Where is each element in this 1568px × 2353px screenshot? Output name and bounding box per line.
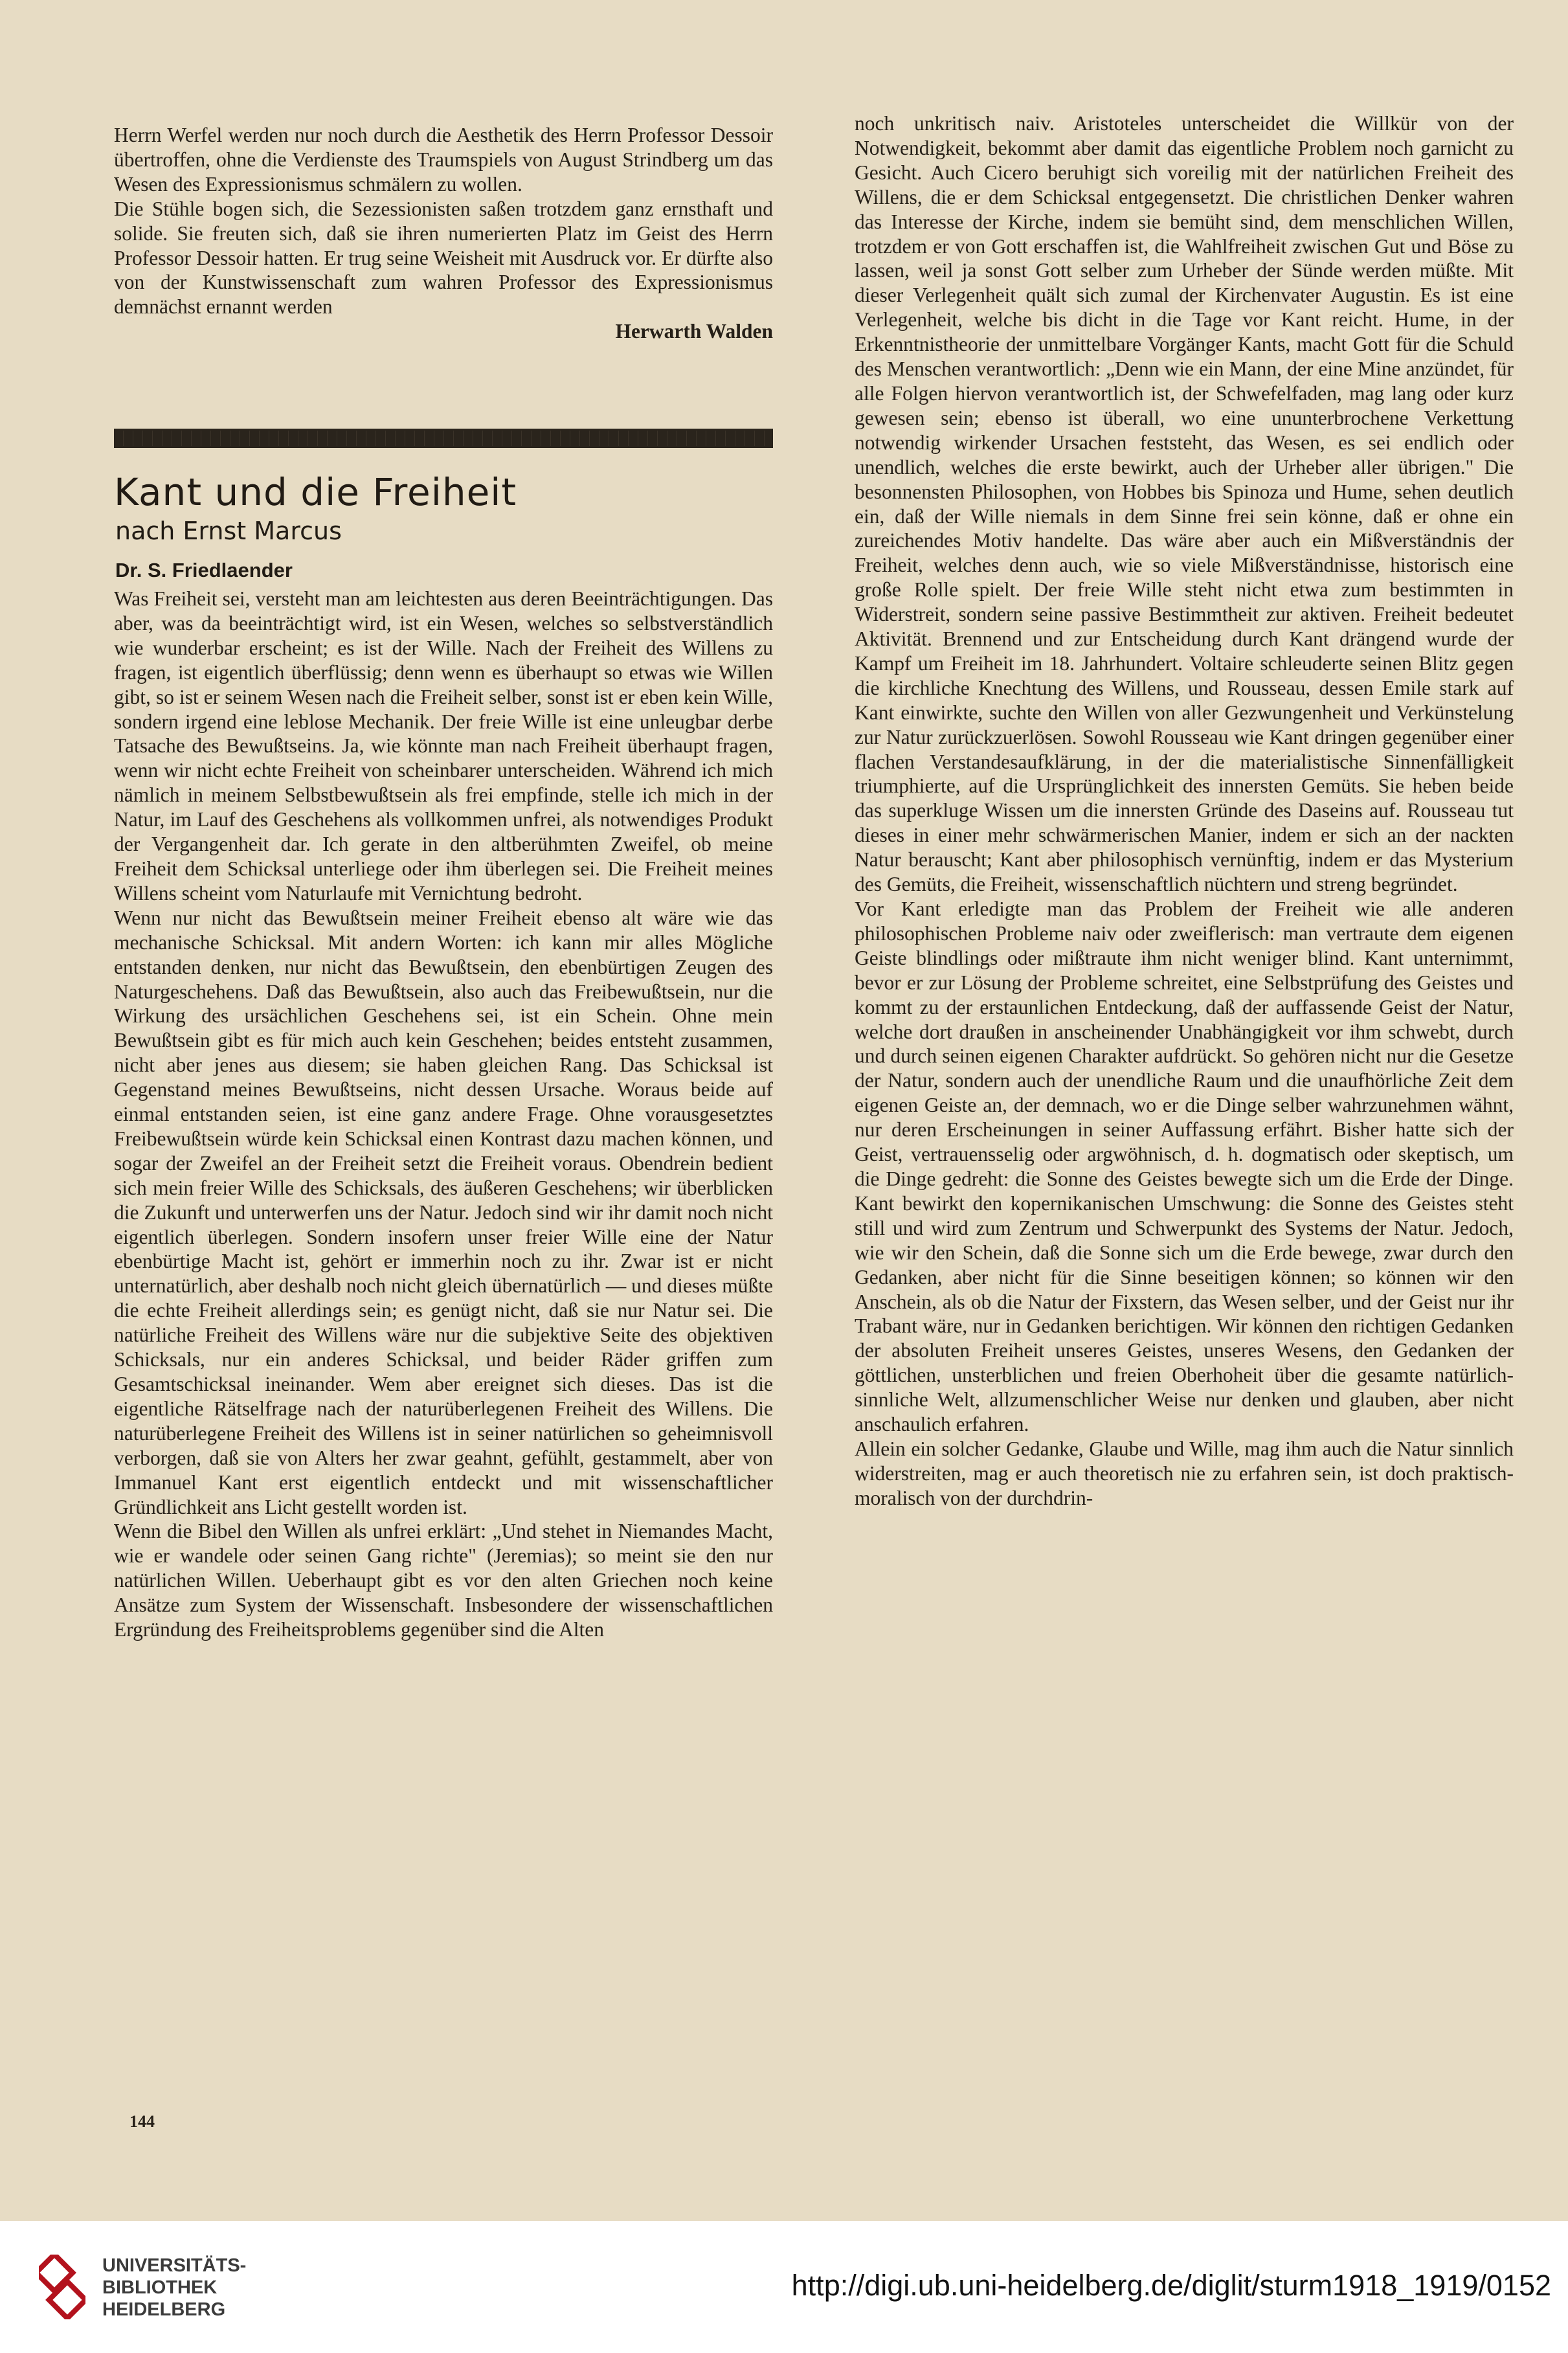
paragraph: Wenn die Bibel den Willen als unfrei erklärt: „Und stehet in Niemandes Macht, wie er wandele oder seinen Gang richte" (Jeremias); so meint sie den nur natürlichen Willen. Ueberhaupt gibt es vor den alten Griechen noch keine Ansätze zum System der Wissenschaft. Insbesondere der wissenschaftlichen Ergründung des Freiheitsproblems gegenüber sind die Alten [114,1520,773,1641]
library-name-line: BIBLIOTHEK [102,2277,218,2298]
paragraph: Vor Kant erledigte man das Problem der Freiheit wie alle anderen philosophischen Probleme naiv oder zweiflerisch: man vertraute dem eigenen Geiste blindlings oder mißtraute ihm nicht weniger blind. Kant unternimmt, bevor er zur Lösung der Probleme schreitet, eine Selbstprüfung des Geistes und kommt zu der erstaunlichen Entdeckung, daß der auffassende Geist der Natur, welche dort draußen in anscheinender Unabhängigkeit vor ihm schwebt, durch und durch seinen eigenen Charakter aufdrückt. So gehören nicht nur die Gesetze der Natur, sondern auch der unendliche Raum und die unaufhörliche Zeit dem eigenen Geiste an, der demnach, wo er die Dinge selber wahrzunehmen wähnt, nur deren Erscheinungen in seiner Auffassung erfährt. Bisher hatte sich der Geist, vertrauensselig oder argwöhnisch, d. h. dogmatisch oder skeptisch, um die Dinge gedreht: die Sonne des Geistes bewegte sich um die Erde der Dinge. Kant bewirkt den kopernikanischen Umschwung: die Sonne des Geistes steht still und wird zum Zentrum und Schwerpunkt des Systems der Natur. Jedoch, wie wir den Schein, daß die Sonne sich um die Erde bewege, zwar durch den Gedanken, aber nicht für die Sinne beseitigen können; so können wir den Anschein, als ob die Natur der Fixstern, das Wesen selber, und der Geist nur ihr Trabant wäre, nur in Gedanken berichtigen. Wir können den richtigen Gedanken der absoluten Freiheit unseres Geistes, unseres Wesens, den Gedanken der göttlichen, unsterblichen und freien Oberhoheit über die gesamte natürlich-sinnliche Welt, allzumenschlicher Weise nur denken und glauben, aber nicht anschaulich erfahren. [855,897,1514,1436]
article-title: Kant und die Freiheit [114,470,517,514]
source-url-link[interactable]: http://digi.ub.uni-heidelberg.de/diglit/sturm1918_1919/0152 [791,2269,1551,2302]
paragraph: Die Stühle bogen sich, die Sezessionisten saßen trotzdem ganz ernsthaft und solide. Sie freuten sich, daß sie ihren numerierten Platz im Geist des Herrn Professor Dessoir hatten. Er trug seine Weisheit mit Ausdruck vor. Er dürfte also von der Kunstwissenschaft zum wahren Professor des Expressionismus demnächst ernannt werden [114,197,773,319]
page-number: 144 [129,2112,155,2131]
article-subtitle: nach Ernst Marcus [115,517,342,545]
previous-article-ending [114,123,773,344]
library-name [102,2255,246,2321]
right-column [855,111,1514,1511]
paragraph: noch unkritisch naiv. Aristoteles unterscheidet die Willkür von der Notwendigkeit, bekommt aber damit das eigentliche Problem noch garnicht zu Gesicht. Auch Cicero beruhigt sich voreilig mit der natürlichen Freiheit des Willens, die er dem Schicksal entgegensetzt. Die christlichen Denker wahren das Interesse der Kirche, indem sie bemüht sind, dem menschlichen Willen, trotzdem er von Gott erschaffen ist, die Wahlfreiheit zwischen Gut und Böse zu lassen, weil ja sonst Gott selber zum Urheber der Sünde werden müßte. Mit dieser Verlegenheit quält sich zumal der Kirchenvater Augustin. Es ist eine Verlegenheit, welche bis dicht in die Tage vor Kant reicht. Hume, in der Erkenntnistheorie der unmittelbare Vorgänger Kants, macht Gott für die Schuld des Menschen verantwortlich: „Denn wie ein Mann, der eine Mine anzündet, für alle Folgen hiervon verantwortlich ist, der Schwefelfaden, mag lang oder kurz gewesen sein; ebenso ist überall, wo eine ununterbrochene Verkettung notwendig wirkender Ursachen feststeht, das Wesen, es sei endlich oder unendlich, welches die erste bewirkt, auch der Urheber aller übrigen." Die besonnensten Philosophen, von Hobbes bis Spinoza und Hume, sehen deutlich ein, daß der Wille niemals in dem Sinne frei sein könne, daß er ohne ein zureichendes Motiv handelte. Das wäre aber auch ein Mißverständnis der Freiheit, welches denn auch, wie so viele Mißverständnisse, historisch eine große Rolle spielt. Der freie Wille steht nicht etwa zum bestimmten in Widerstreit, sondern seine passive Bestimmtheit zur aktiven. Freiheit bedeutet Aktivität. Brennend und zur Entscheidung durch Kant drängend wurde der Kampf um Freiheit im 18. Jahrhundert. Voltaire schleuderte seinen Blitz gegen die kirchliche Knechtung des Willens, und Rousseau, dessen Emile stark auf Kant einwirkte, suchte den Willen von aller Gezwungenheit und Verkünstelung zur Natur zurückzuerlösen. Sowohl Rousseau wie Kant dringen gegenüber einer flachen Verstandesaufklärung, in der die materialistische Sinnenfälligkeit triumphierte, auf die Ursprünglichkeit des innersten Gemüts. Sie heben beide das superkluge Wissen um die innersten Gründe des Daseins auf. Rousseau tut dieses in einer mehr schwärmerischen Manier, indem er sich an der nackten Natur berauscht; Kant aber philosophisch vernünftig, indem er das Mysterium des Gemüts, die Freiheit, wissenschaftlich nüchtern und streng begründet. [855,112,1514,896]
left-column [114,587,773,1642]
section-divider [114,429,773,448]
article-author: Dr. S. Friedlaender [115,559,293,581]
library-name-line: HEIDELBERG [102,2299,226,2320]
footer [0,2221,1568,2353]
signature-line [114,319,773,344]
paragraph: Allein ein solcher Gedanke, Glaube und Wille, mag ihm auch die Natur sinnlich widerstreiten, mag er auch theoretisch nie zu erfahren sein, ist doch praktisch-moralisch von der durchdrin- [855,1437,1514,1509]
paragraph: Herrn Werfel werden nur noch durch die Aesthetik des Herrn Professor Dessoir übertroffen, ohne die Verdienste des Traumspiels von August Strindberg um das Wesen des Expressionismus schmälern zu wollen. [114,124,773,196]
university-logo-icon [39,2255,85,2319]
paragraph: Wenn nur nicht das Bewußtsein meiner Freiheit ebenso alt wäre wie das mechanische Schicksal. Mit andern Worten: ich kann mir alles Mögliche entstanden denken, nur nicht das Bewußtsein, den ebenbürtigen Zeugen des Naturgeschehens. Daß das Bewußtsein, also auch das Freibewußtsein, nur die Wirkung des ursächlichen Geschehens sei, ist ein Schein. Ohne mein Bewußtsein gibt es für mich auch kein Geschehen; beides entsteht zusammen, nicht aber jenes aus diesem; sie haben gleichen Rang. Das Schicksal ist Gegenstand meines Bewußtseins, nicht dessen Ursache. Woraus beide auf einmal entstanden seien, ist eine ganz andere Frage. Ohne vorausgesetztes Freibewußtsein würde kein Schicksal einen Kontrast dazu machen können, und sogar der Zweifel an der Freiheit setzt die Freiheit voraus. Obendrein bedient sich mein freier Wille des Schicksals, des äußeren Geschehens; wir überblicken die Zukunft und unterwerfen uns der Natur. Jedoch sind wir ihr damit noch nicht eigentlich überlegen. Sondern insofern unser freier Wille eine der Natur ebenbürtige Macht ist, gehört er immerhin noch zu ihr. Zwar ist er nicht unternatürlich, aber deshalb noch nicht gleich übernatürlich — und dieses müßte die echte Freiheit allerdings sein; es genügt nicht, daß sie nur Natur sei. Die natürliche Freiheit des Willens wäre nur die subjektive Seite des objektiven Schicksals, nur ein anderes Schicksal, und beider Räder griffen zum Gesamtschicksal ineinander. Wem aber ereignet sich dieses. Das ist die eigentliche Rätselfrage nach der naturüberlegenen Freiheit des Willens. Die naturüberlegene Freiheit des Willens ist in seiner natürlichen so geheimnisvoll verborgen, daß sie von Alters her zwar geahnt, gefühlt, gestammelt, aber von Immanuel Kant erst eigentlich entdeckt und mit wissenschaftlicher Gründlichkeit ans Licht gestellt worden ist. [114,906,773,1518]
paragraph: Was Freiheit sei, versteht man am leichtesten aus deren Beeinträchtigungen. Das aber, was da beeinträchtigt wird, ist ein Wesen, welches so selbstverständlich wie wunderbar erscheint; es ist der Wille. Nach der Freiheit des Willens zu fragen, ist eigentlich überflüssig; denn wenn es überhaupt so etwas wie Willen gibt, so ist er seinem Wesen nach die Freiheit selber, sonst ist er eben kein Wille, sondern irgend eine leblose Mechanik. Der freie Wille ist eine unleugbar derbe Tatsache des Bewußtseins. Ja, wie könnte man nach Freiheit überhaupt fragen, wenn wir nicht echte Freiheit von scheinbarer unterscheiden. Während ich mich nämlich in meinem Selbstbewußtsein als frei empfinde, stelle ich mich in der Natur, im Lauf des Geschehens als vollkommen unfrei, als notwendiges Produkt der Vergangenheit dar. Ich gerate in den altberühmten Zweifel, ob meine Freiheit dem Schicksal unterliege oder ihm überlegen sei. Die Freiheit meines Willens scheint vom Naturlaufe mit Vernichtung bedroht. [114,587,773,905]
author-signature: Herwarth Walden [615,320,773,343]
library-name-line: UNIVERSITÄTS- [102,2255,247,2276]
